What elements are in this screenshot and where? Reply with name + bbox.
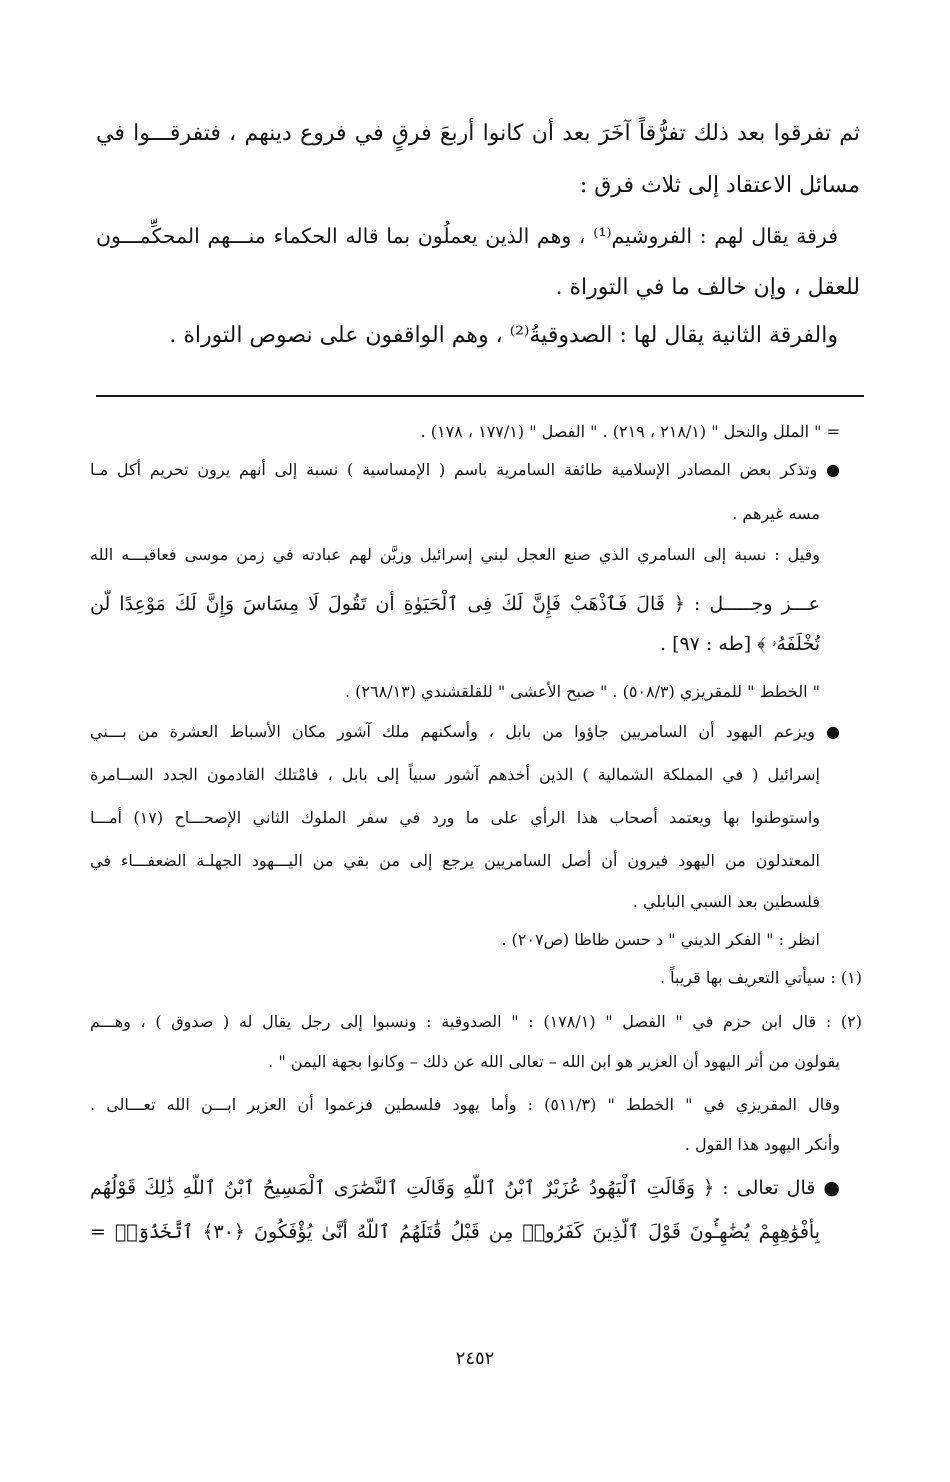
footnote-line: واستوطنوا بها ويعتمد أصحاب هذا الرأي على ما ورد في سفر الملوك الثاني الإصحـــاح (١٧) أمـــا xyxy=(90,808,820,827)
body-line: فرقة يقال لهم : الفروشيم⁽¹⁾ ، وهم الذين يعملُون بما قاله الحكماء منـــهم المحكِّمـــون xyxy=(96,224,838,248)
footnote-line: تُخْلَفَهُۥ ﴾ [طه : ٩٧] . xyxy=(659,633,820,655)
footnote-line: ● قال تعالى : ﴿ وَقَالَتِ ٱلْيَهُودُ عُزَيْرٌ ٱبْنُ ٱللَّهِ وَقَالَتِ ٱلنَّصَٰرَى ٱلْمَسِيحُ ٱبْنُ ٱللَّهِ ذَٰلِكَ قَوْلُهُم xyxy=(90,1177,840,1199)
page-number: ٢٤٥٢ xyxy=(455,1348,495,1369)
body-line: والفرقة الثانية يقال لها : الصدوقيةُ⁽²⁾ ، وهم الواقفون على نصوص التوراة . xyxy=(169,323,838,348)
footnote-line: فلسطين بعد السبي البابلي . xyxy=(632,892,820,911)
footnote-line: مسه غيرهم . xyxy=(732,504,820,523)
footnote-line: " الخطط " للمقريزي (٥٠٨/٣) . " صبح الأعشى " للقلقشندي (٢٦٨/١٣) . xyxy=(344,682,820,701)
footnote-line: = " الملل والنحل " (٢١٨/١ ، ٢١٩) . " الفصل " (١٧٧/١ ، ١٧٨) . xyxy=(420,422,840,441)
footnote-line: (١) : سيأتي التعريف بها قريباً . xyxy=(659,968,862,987)
footnote-line: ● وتذكر بعض المصادر الإسلامية طائفة السامرية باسم ( الإمساسية ) نسبة إلى أنهم يرون تحريم أكل مـا xyxy=(90,460,840,479)
footnote-line: وقيل : نسبة إلى السامري الذي صنع العجل لبني إسرائيل وزيَّن لهم عبادته في زمن موسى فعاقبـــه الله xyxy=(90,545,820,564)
footnote-line: (٢) : قال ابن حزم في " الفصل " (١٧٨/١) : " الصدوقية : ونسبوا إلى رجل يقال له ( صدوق ) ، وهـــم xyxy=(90,1012,862,1031)
footnote-line: وقال المقريزي في " الخطط " (٥١١/٣) : وأما يهود فلسطين فزعموا أن العزير ابـــن الله تعـــالى . xyxy=(90,1095,840,1114)
footnote-line: انظر : " الفكر الديني " د حسن ظاظا (ص٢٠٧) . xyxy=(501,930,820,949)
body-line: للعقل ، وإن خالف ما في التوراة . xyxy=(555,275,860,300)
footnote-separator xyxy=(96,395,864,397)
footnote-line: يقولون من أثر اليهود أن العزير هو ابن الله – تعالى الله عن ذلك – وكانوا بجهة اليمن " . xyxy=(268,1052,840,1071)
footnote-line: المعتدلون من اليهود فيرون أن أصل السامريين يرجع إلى من بقي من اليـــهود الجهلـة الضعفـــاء في xyxy=(90,851,820,870)
footnote-line: إسرائيل ( في المملكة الشمالية ) الذين أخذهم آشور سبياً إلى بابل ، فامْتلك القادمون الجدد الســامرة xyxy=(90,765,820,784)
footnote-line: عـــز وجـــــل : ﴿ قَالَ فَٱذْهَبْ فَإِنَّ لَكَ فِى ٱلْحَيَوٰةِ أَن تَقُولَ لَا مِسَاسَ وَإِنَّ لَكَ مَوْعِدًا لَّن xyxy=(90,593,820,615)
body-line: ثم تفرقوا بعد ذلك تفرُّقاً آخَرَ بعد أن كانوا أربعَ فرقٍ في فروع دينهم ، فتفرقـــوا في xyxy=(96,121,860,146)
footnote-line: بِأَفْوَٰهِهِمْ يُضَٰهِـُٔونَ قَوْلَ ٱلَّذِينَ كَفَرُوا۟ مِن قَبْلُ قَٰتَلَهُمُ ٱللَّهُ أَنَّىٰ يُؤْفَكُونَ ﴿٣٠﴾ ٱتَّخَذُوٓا۟ = xyxy=(90,1221,820,1243)
body-line: مسائل الاعتقاد إلى ثلاث فرق : xyxy=(579,173,860,198)
footnote-line: وأنكر اليهود هذا القول . xyxy=(684,1135,840,1154)
footnote-line: ● ويزعم اليهود أن السامريين جاؤوا من بابل ، وأسكنهم ملك آشور مكان الأسباط العشرة من بـــني xyxy=(90,722,840,741)
